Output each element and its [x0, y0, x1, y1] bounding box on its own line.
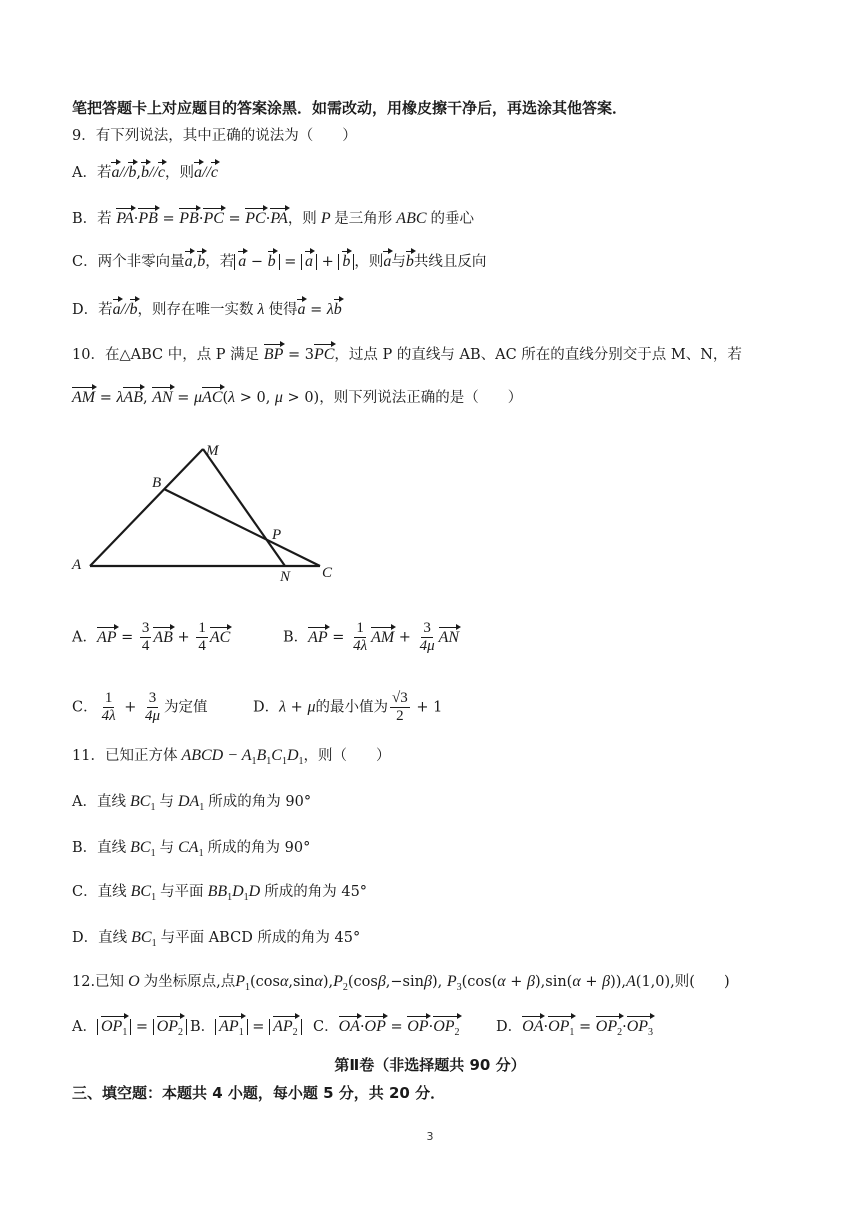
section-3-title: 三、填空题：本题共 4 小题，每小题 5 分，共 20 分． [72, 1084, 446, 1102]
label-b: B [152, 475, 162, 491]
q10-option-a: A．AP = $\frac{3}{4}$ AB + $\frac{1}{4}$ AC [72, 620, 231, 654]
q10-option-c: C． $\frac{1}{4\lambda}$ + $\frac{3}{4\mu}$ 为定值 [72, 690, 208, 724]
q11-stem: 11．已知正方体 ABCD − $A_1B_1C_1D_1$，则（ ） [72, 747, 391, 768]
q10-stem-line1: 10．在△ABC 中，点 P 满足 BP = 3PC，过点 P 的直线与 AB、AC 所在的直线分别交于点 M、N，若 [72, 346, 742, 363]
q11-option-b: B．直线 $BC_1$ 与 $CA_1$ 所成的角为 90° [72, 839, 311, 860]
label-p: P [272, 527, 282, 543]
q11-option-c: C．直线 $BC_1$ 与平面 $BB_1D_1D$ 所成的角为 45° [72, 883, 368, 904]
page-number: 3 [426, 1130, 434, 1143]
label-m: M [206, 443, 219, 459]
q12-option-a: A． $OP_1 = OP_2$ [72, 1017, 187, 1043]
q11-option-d: D．直线 $BC_1$ 与平面 ABCD 所成的角为 45° [72, 929, 361, 950]
label-c: C [322, 565, 333, 581]
label-n: N [280, 569, 291, 585]
q10-option-d: D．λ + μ的最小值为 $\frac{√3}{2}$ + 1 [253, 690, 443, 724]
q12-stem: 12.已知 O 为坐标原点,点$P_1(\cos\alpha,\sin\alpha),P_2(\cos\beta,-\sin\beta)$, $P_3(\cos(\alpha + \beta),\sin(\alpha + \beta)),A(1,0)$,则( ) [72, 973, 730, 994]
q11-option-a: A．直线 $BC_1$ 与 $DA_1$ 所成的角为 90° [72, 793, 312, 814]
section-2-title: 第Ⅱ卷（非选择题共 90 分） [334, 1056, 526, 1074]
triangle-figure [60, 435, 350, 595]
segment-am [90, 449, 203, 566]
q10-option-b: B．AP = $\frac{1}{4\lambda}$ AM + $\frac{3}{4\mu}$ AN [283, 620, 460, 654]
segment-mn [203, 449, 285, 566]
q10-stem-line2: AM = λAB, AN = μAC(λ > 0, μ > 0)，则下列说法正确的是（ ） [72, 389, 523, 406]
instruction-text: 笔把答题卡上对应题目的答案涂黑．如需改动，用橡皮擦干净后，再选涂其他答案． [72, 99, 628, 117]
q9-option-c: C．两个非零向量a,b，若 a − b = a + b ，则a与b共线且反向 [72, 253, 487, 270]
q9-stem: 9．有下列说法，其中正确的说法为（ ） [72, 128, 357, 144]
q9-option-d: D．若a//b，则存在唯一实数 λ 使得a = λb [72, 301, 342, 318]
q12-option-d: D．$OA\cdot OP_1 = OP_2\cdot OP_3$ [496, 1017, 653, 1043]
q9-option-b: B．若 PA·PB = PB·PC = PC·PA，则 P 是三角形 ABC 的垂心 [72, 210, 475, 227]
segment-bc [164, 489, 320, 566]
q12-option-c: C．$OA\cdot OP = OP\cdot OP_2$ [313, 1017, 460, 1043]
label-a: A [72, 557, 82, 573]
q9-option-a: A．若a//b,b//c，则a//c [72, 164, 218, 181]
q12-option-b: B． $AP_1 = AP_2$ [190, 1017, 302, 1043]
